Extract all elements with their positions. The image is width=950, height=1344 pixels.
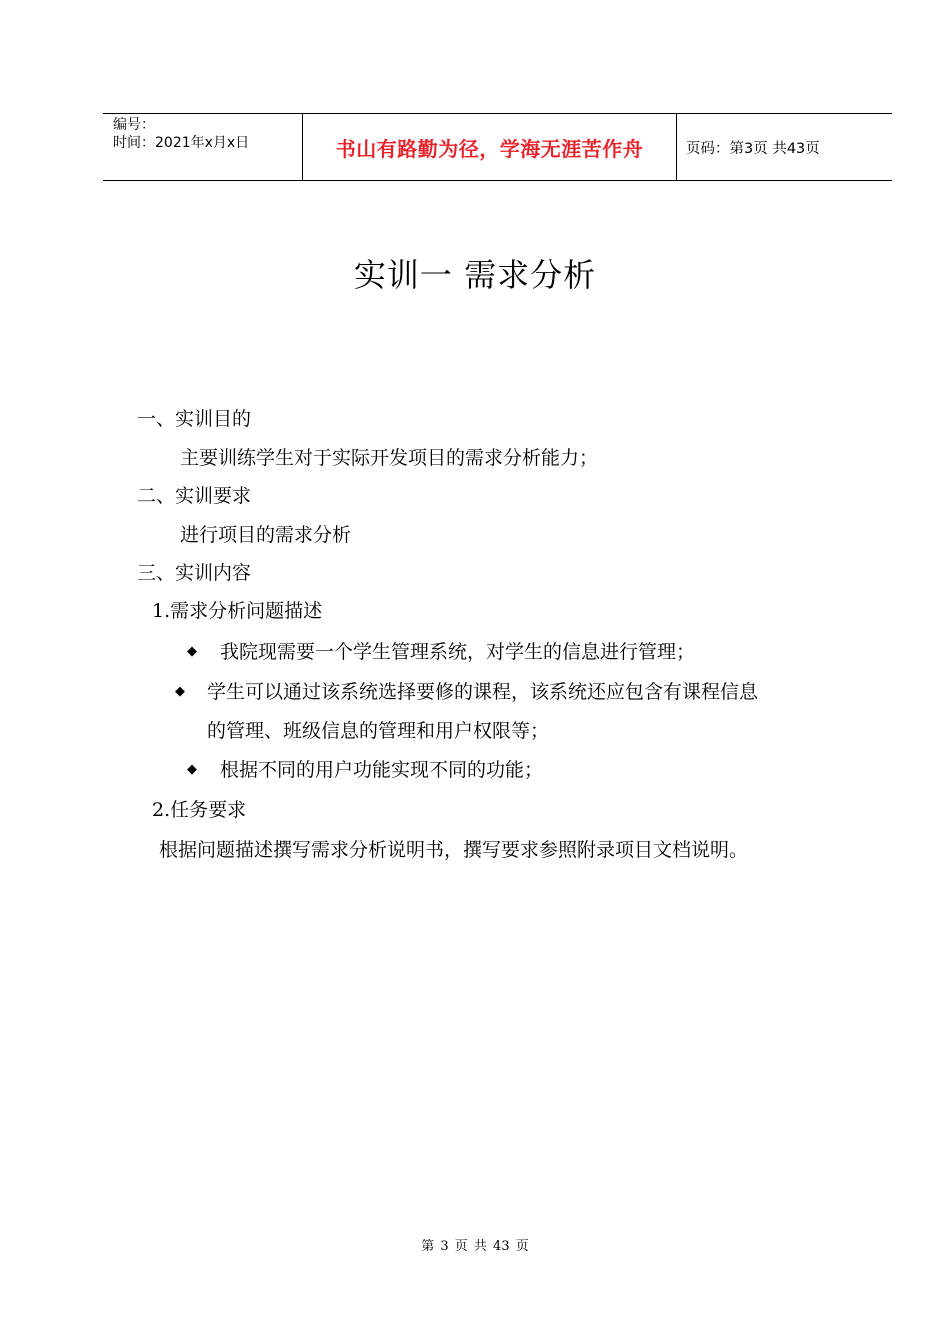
section-heading-purpose: 一、实训目的: [137, 408, 252, 430]
bullet-item-2-line-2: 的管理、班级信息的管理和用户权限等；: [207, 720, 550, 742]
bullet-item-3: 根据不同的用户功能实现不同的功能；: [220, 759, 544, 781]
section-heading-requirements: 二、实训要求: [137, 485, 252, 507]
subsection-task-requirements: 2.任务要求: [152, 799, 247, 821]
document-title: 实训一 需求分析: [353, 256, 597, 294]
diamond-bullet-icon: ◆: [187, 762, 197, 777]
diamond-bullet-icon: ◆: [175, 684, 185, 699]
task-requirements-body: 根据问题描述撰写需求分析说明书，撰写要求参照附录项目文档说明。: [159, 839, 749, 861]
diamond-bullet-icon: ◆: [187, 644, 197, 659]
bullet-item-2-line-1: 学生可以通过该系统选择要修的课程，该系统还应包含有课程信息: [207, 681, 759, 703]
header-page-info: 页码：第3页 共43页: [686, 140, 820, 157]
subsection-problem-description: 1.需求分析问题描述: [152, 600, 323, 622]
section-body-requirements: 进行项目的需求分析: [180, 524, 352, 546]
section-heading-content: 三、实训内容: [137, 562, 252, 584]
section-body-purpose: 主要训练学生对于实际开发项目的需求分析能力；: [180, 447, 599, 469]
header-time-label: 时间：2021年x月x日: [113, 135, 250, 151]
bullet-item-1: 我院现需要一个学生管理系统，对学生的信息进行管理；: [220, 641, 696, 663]
header-meta-cell: [103, 114, 303, 180]
header-motto: 书山有路勤为径，学海无涯苦作舟: [303, 114, 677, 180]
header-number-label: 编号：: [113, 117, 155, 133]
page-header: [103, 113, 892, 181]
page-footer: 第 3 页 共 43 页: [421, 1239, 529, 1254]
